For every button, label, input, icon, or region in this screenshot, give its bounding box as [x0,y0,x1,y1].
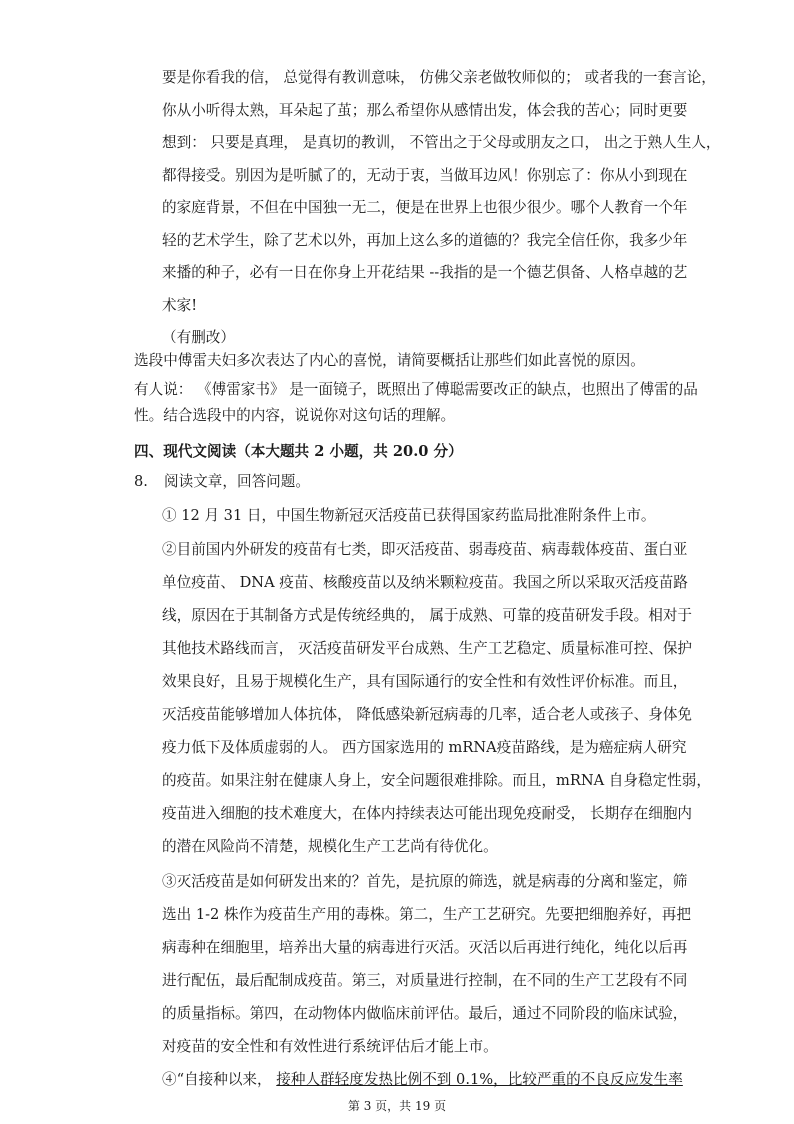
section-heading: 四、现代文阅读（本大题共 2 小题，共 20.0 分） [134,443,463,460]
article-line: 单位疫苗、 DNA 疫苗、核酸疫苗以及纳米颗粒疫苗。我国之所以采取灭活疫苗路 [162,574,688,591]
question-instruction: 阅读文章，回答问题。 [164,473,310,490]
paragraph-4-lead: ④“自接种以来， [162,1071,277,1088]
revision-note: （有删改） [162,329,235,346]
article-line: 病毒种在细胞里，培养出大量的病毒进行灭活。灭活以后再进行纯化，纯化以后再 [162,939,688,956]
question-text: 有人说： 《傅雷家书》 是一面镜子，既照出了傅聪需要改正的缺点，也照出了傅雷的品 [134,381,698,398]
article-line: 的质量指标。第四，在动物体内做临床前评估。最后，通过不同阶段的临床试验， [162,1005,688,1022]
article-line: 疫苗进入细胞的技术难度大，在体内持续表达可能出现免疫耐受， 长期存在细胞内 [162,805,693,822]
article-line: 选出 1-2 株作为疫苗生产用的毒株。第二，生产工艺研究。先要把细胞养好，再把 [162,906,691,923]
letter-line: 术家! [162,297,198,314]
letter-line: 来播的种子，必有一日在你身上开花结果 --我指的是一个德艺俱备、人格卓越的艺 [162,264,688,281]
question-number: 8. [134,473,148,490]
letter-line: 都得接受。别因为是听腻了的，无动于衷，当做耳边风！你别忘了：你从小到现在 [162,167,688,184]
article-line: 线，原因在于其制备方式是传统经典的， 属于成熟、可靠的疫苗研发手段。相对于 [162,607,693,624]
article-line: ③灭活疫苗是如何研发出来的？首先，是抗原的筛选，就是病毒的分离和鉴定，筛 [162,873,688,890]
article-line: 效果良好，且易于规模化生产，具有国际通行的安全性和有效性评价标准。而且， [162,673,688,690]
article-line: 对疫苗的安全性和有效性进行系统评估后才能上市。 [162,1038,498,1055]
page-number: 第 3 页，共 19 页 [347,1099,447,1113]
article-line: 进行配伍，最后配制成疫苗。第三，对质量进行控制，在不同的生产工艺段有不同 [162,972,688,989]
question-text: 性。结合选段中的内容，说说你对这句话的理解。 [134,407,456,424]
article-line: 的疫苗。如果注射在健康人身上，安全问题很难排除。而且，mRNA 自身稳定性弱， [162,772,711,789]
underlined-quote: 接种人群轻度发热比例不到 0.1%，比较严重的不良反应发生率 [276,1071,683,1088]
article-paragraph-1: ① 12 月 31 日，中国生物新冠灭活疫苗已获得国家药监局批准附条件上市。 [162,507,656,524]
letter-line: 你从小听得太熟，耳朵起了茧；那么希望你从感情出发，体会我的苦心；同时更要 [162,102,688,119]
article-line: ②目前国内外研发的疫苗有七类，即灭活疫苗、弱毒疫苗、病毒载体疫苗、蛋白亚 [162,541,688,558]
article-line: 其他技术路线而言， 灭活疫苗研发平台成熟、生产工艺稳定、质量标准可控、保护 [162,640,693,657]
letter-line: 轻的艺术学生，除了艺术以外，再加上这么多的道德的？我完全信任你，我多少年 [162,232,688,249]
letter-line: 要是你看我的信， 总觉得有教训意味， 仿佛父亲老做牧师似的； 或者我的一套言论， [162,69,716,86]
letter-line: 的家庭背景，不但在中国独一无二，便是在世界上也很少很少。哪个人教育一个年 [162,199,688,216]
question-text: 选段中傅雷夫妇多次表达了内心的喜悦，请简要概括让那些们如此喜悦的原因。 [134,352,645,369]
article-line: 疫力低下及体质虚弱的人。 西方国家选用的 mRNA疫苗路线，是为癌症病人研究 [162,739,687,756]
article-line: 的潜在风险尚不清楚，规模化生产工艺尚有待优化。 [162,838,498,855]
article-line: 灭活疫苗能够增加人体抗体， 降低感染新冠病毒的几率，适合老人或孩子、身体免 [162,706,693,723]
article-paragraph-4 [162,1070,683,1090]
letter-line: 想到： 只要是真理， 是真切的教训， 不管出之于父母或朋友之口， 出之于熟人生人， [162,134,721,151]
